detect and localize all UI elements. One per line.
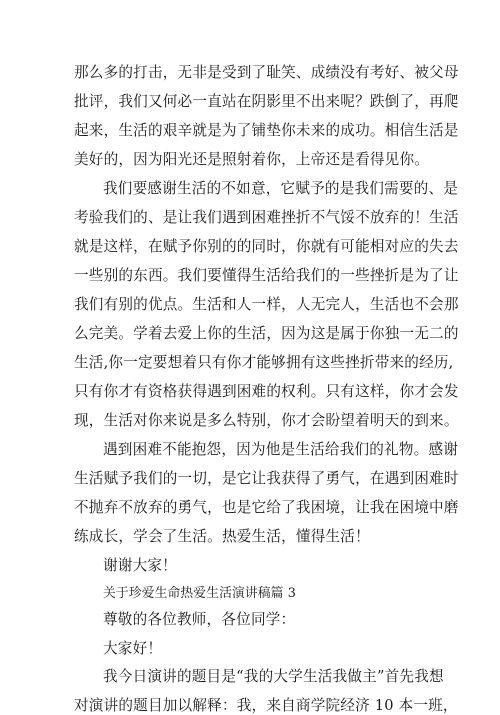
text-line: 不抛弃不放弃的勇气，也是它给了我困境，让我在困境中磨 xyxy=(74,499,459,516)
text-line: 美好的，因为阳光还是照射着你，上帝还是看得见你。 xyxy=(74,151,430,168)
section-heading: 关于珍爱生命热爱生活演讲稿篇 3 xyxy=(103,586,296,601)
text-line: 一些别的东西。我们要懂得生活给我们的一些挫折是为了让 xyxy=(74,267,459,284)
text-line: 生活,你一定要想着只有你才能够拥有这些挫折带来的经历, xyxy=(74,354,454,371)
text-line: 遇到困难不能抱怨，因为他是生活给我们的礼物。感谢 xyxy=(103,441,459,458)
text-line: 起来，生活的艰辛就是为了铺垫你未来的成功。相信生活是 xyxy=(74,122,459,139)
text-line: 练成长，学会了生活。热爱生活，懂得生活！ xyxy=(74,528,370,545)
text-line: 考验我们的、是让我们遇到困难挫折不气馁不放弃的！生活 xyxy=(74,209,459,226)
text-line: 就是这样，在赋予你别的的同时，你就有可能相对应的失去 xyxy=(74,238,459,255)
text-line: 我们有别的优点。生活和人一样，人无完人，生活也不会那 xyxy=(74,296,459,313)
text-line: 么完美。学着去爱上你的生活，因为这是属于你独一无二的 xyxy=(74,325,459,342)
text-line: 那么多的打击，无非是受到了耻笑、成绩没有考好、被父母 xyxy=(74,64,459,81)
greeting: 大家好！ xyxy=(103,640,163,657)
salutation: 尊敬的各位教师，各位同学： xyxy=(103,611,296,628)
text-line: 我今日演讲的题目是“我的大学生活我做主”首先我想 xyxy=(103,668,444,685)
text-line: 生活赋予我们的一切，是它让我获得了勇气，在遇到困难时 xyxy=(74,470,459,487)
text-line: 现，生活对你来说是多么特别，你才会盼望着明天的到来。 xyxy=(74,412,459,429)
text-line: 只有你才有资格获得遇到困难的权利。只有这样，你才会发 xyxy=(74,383,459,400)
text-line: 对演讲的题目加以解释：我，来自商学院经济 10 本一班， xyxy=(74,697,458,714)
text-line: 我们要感谢生活的不如意，它赋予的是我们需要的、是 xyxy=(103,180,459,197)
text-line: 批评，我们又何必一直站在阴影里不出来呢？跌倒了，再爬 xyxy=(74,93,459,110)
closing-thanks: 谢谢大家！ xyxy=(103,557,177,574)
